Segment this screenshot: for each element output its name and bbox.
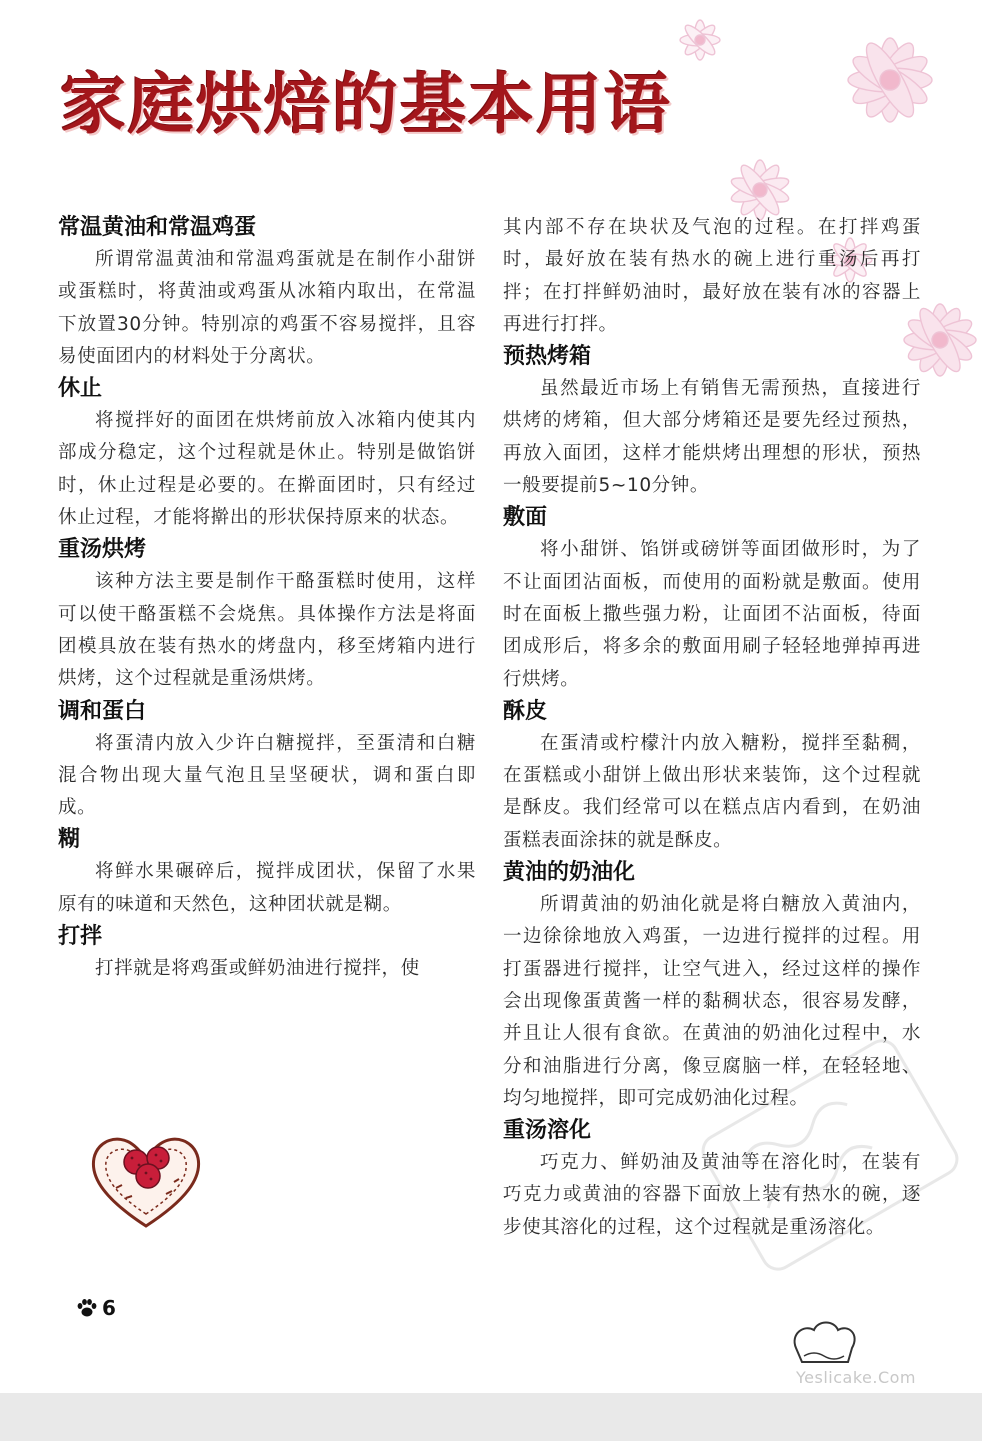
section-paragraph: 巧克力、鲜奶油及黄油等在溶化时，在装有巧克力或黄油的容器下面放上装有热水的碗，逐步使其溶化的过程，这个过程就是重汤溶化。 — [503, 1152, 921, 1238]
page-bottom-band — [0, 1393, 982, 1441]
page-number-text: 6 — [102, 1296, 116, 1320]
page-title: 家庭烘焙的基本用语 — [60, 66, 672, 143]
section-heading: 休止 — [58, 376, 103, 402]
section-heading: 打拌 — [58, 924, 103, 950]
section-heading: 常温黄油和常温鸡蛋 — [58, 215, 257, 240]
paw-icon — [76, 1298, 98, 1318]
section-paragraph: 该种方法主要是制作干酪蛋糕时使用，这样可以使干酪蛋糕不会烧焦。具体操作方法是将面团模具放在装有热水的烤盘内，移至烤箱内进行烘烤，这个过程就是重汤烘烤。 — [58, 571, 476, 690]
section-heading: 酥皮 — [503, 698, 548, 724]
heart-cake-icon — [86, 1128, 206, 1232]
section-paragraph: 打拌就是将鸡蛋或鲜奶油进行搅拌，使 — [95, 958, 420, 980]
section-paragraph: 将鲜水果碾碎后，搅拌成团状，保留了水果原有的味道和天然色，这种团状就是糊。 — [58, 861, 476, 915]
section-paragraph: 所谓常温黄油和常温鸡蛋就是在制作小甜饼或蛋糕时，将黄油或鸡蛋从冰箱内取出，在常温下放置30分钟。特别凉的鸡蛋不容易搅拌，且容易使面团内的材料处于分离状。 — [58, 249, 476, 367]
section-paragraph: 所谓黄油的奶油化就是将白糖放入黄油内，一边徐徐地放入鸡蛋，一边进行搅拌的过程。用打蛋器进行搅拌，让空气进入，经过这样的操作会出现像蛋黄酱一样的黏稠状态，很容易发酵，并且让人很有食欲。在黄油的奶油化过程中，水分和油脂进行分离，像豆腐脑一样，在轻轻地、均匀地搅拌，即可完成奶油化过程。 — [503, 894, 921, 1109]
section-heading: 重汤溶化 — [503, 1118, 592, 1144]
section-paragraph: 将搅拌好的面团在烘烤前放入冰箱内使其内部成分稳定，这个过程就是休止。特别是做馅饼时，休止过程是必要的。在擀面团时，只有经过休止过程，才能将擀出的形状保持原来的状态。 — [58, 410, 476, 529]
section-heading: 重汤烘烤 — [58, 537, 147, 563]
section-heading: 调和蛋白 — [58, 698, 147, 724]
section-paragraph: 将蛋清内放入少许白糖搅拌，至蛋清和白糖混合物出现大量气泡且呈坚硬状，调和蛋白即成。 — [58, 732, 476, 819]
section-paragraph: 将小甜饼、馅饼或磅饼等面团做形时，为了不让面团沾面板，而使用的面粉就是敷面。使用时在面板上撒些强力粉，让面团不沾面板，待面团成形后，将多余的敷面用刷子轻轻地弹掉再进行烘烤。 — [503, 539, 921, 690]
section-paragraph: 在蛋清或柠檬汁内放入糖粉，搅拌至黏稠，在蛋糕或小甜饼上做出形状来装饰，这个过程就是酥皮。我们经常可以在糕点店内看到，在奶油蛋糕表面涂抹的就是酥皮。 — [503, 732, 921, 851]
continued-paragraph: 其内部不存在块状及气泡的过程。在打拌鸡蛋时，最好放在装有热水的碗上进行重汤后再打拌；在打拌鲜奶油时，最好放在装有冰的容器上再进行打拌。 — [503, 217, 921, 335]
section-heading: 糊 — [58, 827, 81, 853]
watermark-stamp-icon — [680, 1010, 980, 1300]
watermark-text: Yeslicake.Com — [796, 1368, 916, 1387]
section-heading: 黄油的奶油化 — [503, 860, 636, 886]
section-paragraph: 虽然最近市场上有销售无需预热，直接进行烘烤的烤箱，但大部分烤箱还是要先经过预热，再放入面团，这样才能烘烤出理想的形状，预热一般要提前5~10分钟。 — [503, 378, 921, 497]
page-number — [76, 1296, 116, 1320]
left-column — [58, 212, 476, 985]
section-heading: 预热烤箱 — [503, 344, 592, 370]
section-heading: 敷面 — [503, 505, 548, 531]
